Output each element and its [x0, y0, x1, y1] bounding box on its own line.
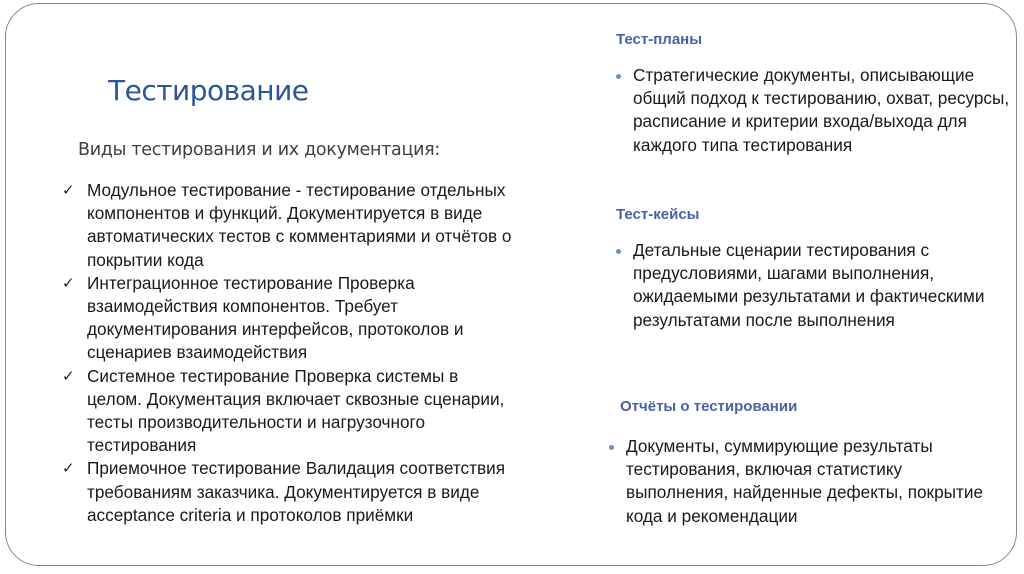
section-heading-test-reports: Отчёты о тестировании	[620, 398, 798, 415]
bullet-icon	[616, 74, 621, 79]
list-item	[62, 179, 517, 272]
section-heading-test-cases: Тест-кейсы	[616, 206, 700, 223]
list-item	[62, 457, 507, 527]
list-item	[609, 435, 989, 528]
slide-title: Тестирование	[108, 74, 309, 107]
list-item	[62, 365, 517, 458]
test-plans-list	[616, 64, 1016, 157]
bullet-icon	[609, 445, 614, 450]
item-text: Приемочное тестирование Валидация соответствия требованиям заказчика. Документируется в виде acceptance criteria и протоколов приёмки	[87, 458, 506, 525]
list-item	[62, 272, 507, 365]
slide-subtitle: Виды тестирования и их документация:	[78, 140, 440, 160]
checkmark-icon: ✓	[62, 274, 75, 292]
section-heading-test-plans: Тест-планы	[616, 31, 703, 48]
item-text: Детальные сценарии тестирования с предусловиями, шагами выполнения, ожидаемыми результатами и фактическими результатами после выполнения	[633, 240, 985, 330]
checkmark-icon: ✓	[62, 182, 75, 199]
item-text: Интеграционное тестирование Проверка взаимодействия компонентов. Требует документирования интерфейсов, протоколов и сценариев взаимодействия	[87, 272, 464, 363]
item-text: Документы, суммирующие результаты тестирования, включая статистику выполнения, найденные дефекты, покрытие кода и рекомендации	[626, 436, 984, 526]
item-text: Системное тестирование Проверка системы в целом. Документация включает сквозные сценарии, тесты производительности и нагрузочного тестирования	[87, 365, 505, 456]
item-text: Стратегические документы, описывающие общий подход к тестированию, охват, ресурсы, расписание и критерии входа/выхода для каждого типа тестирования	[633, 65, 1010, 155]
checkmark-icon: ✓	[62, 460, 75, 478]
list-item	[616, 239, 991, 332]
test-cases-list	[616, 239, 991, 332]
item-text: Модульное тестирование - тестирование отдельных компонентов и функций. Документируется в виде автоматических тестов с комментариями и отчётов о покрытии кода	[87, 180, 512, 270]
list-item	[616, 64, 1016, 157]
test-reports-list	[609, 435, 989, 528]
bullet-icon	[616, 249, 621, 254]
checkmark-icon: ✓	[62, 367, 75, 385]
testing-types-list	[62, 179, 532, 527]
